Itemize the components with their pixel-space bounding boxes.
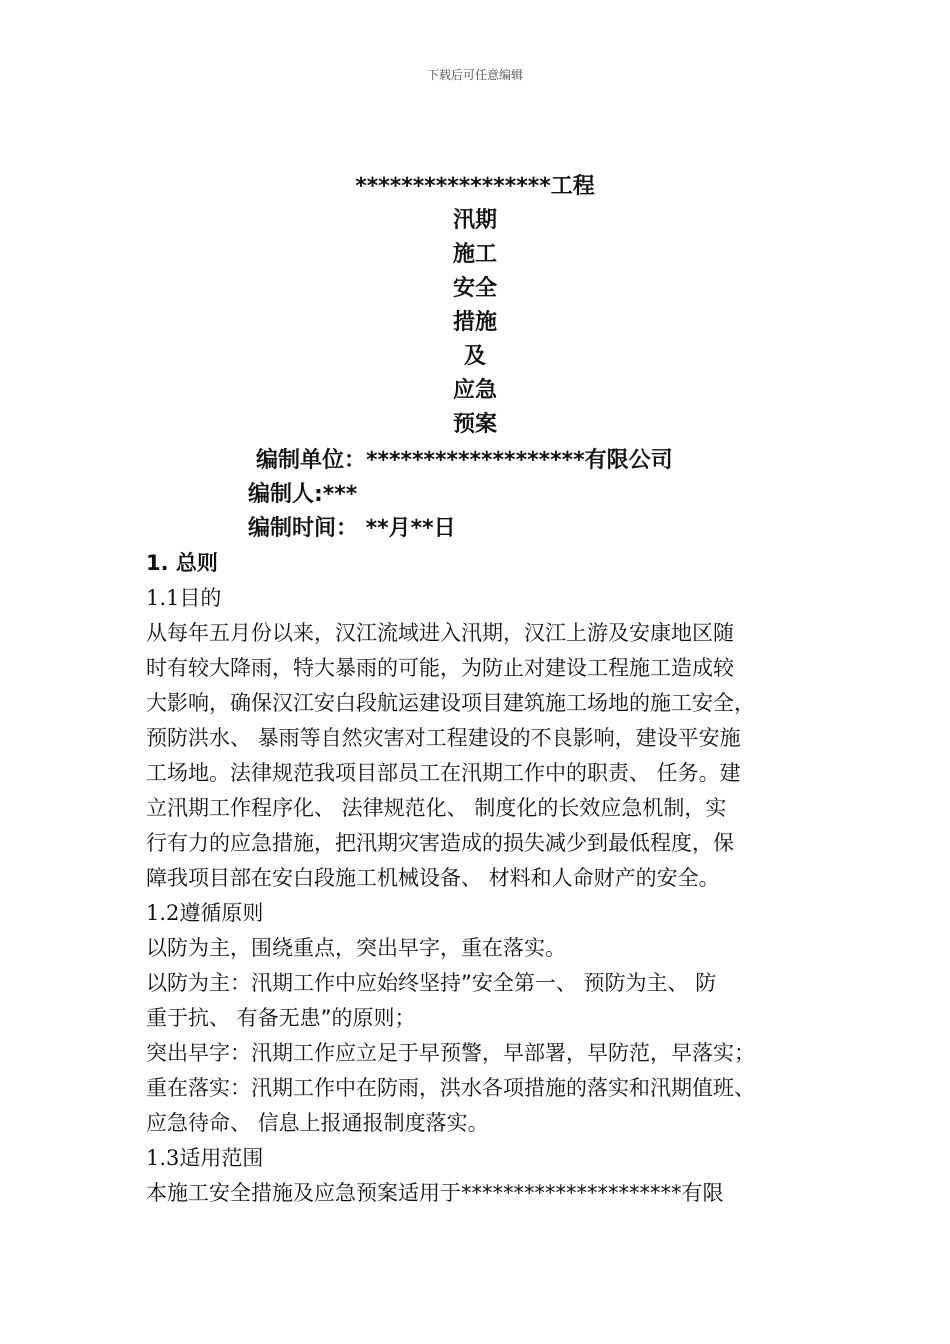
title-line-project: *****************工程 bbox=[355, 174, 595, 199]
title-line-safety: 安全 bbox=[452, 276, 497, 301]
paragraph-line: 障我项目部在安白段施工机械设备、 材料和人命财产的安全。 bbox=[146, 866, 720, 890]
title-line-construction: 施工 bbox=[452, 242, 497, 267]
paragraph-line: 时有较大降雨，特大暴雨的可能，为防止对建设工程施工造成较 bbox=[146, 656, 734, 680]
paragraph-line: 以防为主，围绕重点，突出早字，重在落实。 bbox=[146, 936, 566, 960]
paragraph-line: 重于抗、 有备无患”的原则； bbox=[146, 1006, 416, 1030]
title-line-plan: 预案 bbox=[452, 412, 497, 437]
paragraph-line: 预防洪水、 暴雨等自然灾害对工程建设的不良影响，建设平安施 bbox=[146, 726, 741, 750]
section-heading-scope: 1.3适用范围 bbox=[146, 1146, 264, 1170]
paragraph-line: 突出早字：汛期工作应立足于早预警，早部署，早防范，早落实； bbox=[146, 1041, 755, 1065]
paragraph-line: 从每年五月份以来，汉江流域进入汛期，汉江上游及安康地区随 bbox=[146, 621, 734, 645]
title-line-flood-season: 汛期 bbox=[452, 208, 497, 233]
paragraph-line: 行有力的应急措施，把汛期灾害造成的损失减少到最低程度，保 bbox=[146, 831, 734, 855]
paragraph-line: 应急待命、 信息上报通报制度落实。 bbox=[146, 1111, 489, 1135]
paragraph-line: 大影响，确保汉江安白段航运建设项目建筑施工场地的施工安全， bbox=[146, 691, 755, 715]
meta-compiling-unit: 编制单位：*******************有限公司 bbox=[256, 448, 673, 473]
section-heading-purpose: 1.1目的 bbox=[146, 586, 222, 610]
paragraph-line: 以防为主：汛期工作中应始终坚持”安全第一、 预防为主、 防 bbox=[146, 971, 717, 995]
paragraph-line: 工场地。法律规范我项目部员工在汛期工作中的职责、 任务。建 bbox=[146, 761, 741, 785]
title-line-and: 及 bbox=[463, 344, 486, 369]
title-line-measures: 措施 bbox=[452, 310, 497, 335]
section-heading-principles: 1.2遵循原则 bbox=[146, 901, 264, 925]
page-header-note: 下载后可任意编辑 bbox=[426, 68, 523, 82]
meta-author: 编制人:*** bbox=[248, 482, 358, 507]
paragraph-line: 重在落实：汛期工作中在防雨，洪水各项措施的落实和汛期值班、 bbox=[146, 1076, 755, 1100]
section-heading-general: 1. 总则 bbox=[146, 551, 218, 575]
paragraph-line: 本施工安全措施及应急预案适用于*********************有限 bbox=[146, 1181, 724, 1205]
paragraph-line: 立汛期工作程序化、 法律规范化、 制度化的长效应急机制，实 bbox=[146, 796, 727, 820]
meta-date: 编制时间： **月**日 bbox=[248, 516, 456, 541]
title-line-emergency: 应急 bbox=[452, 378, 497, 403]
